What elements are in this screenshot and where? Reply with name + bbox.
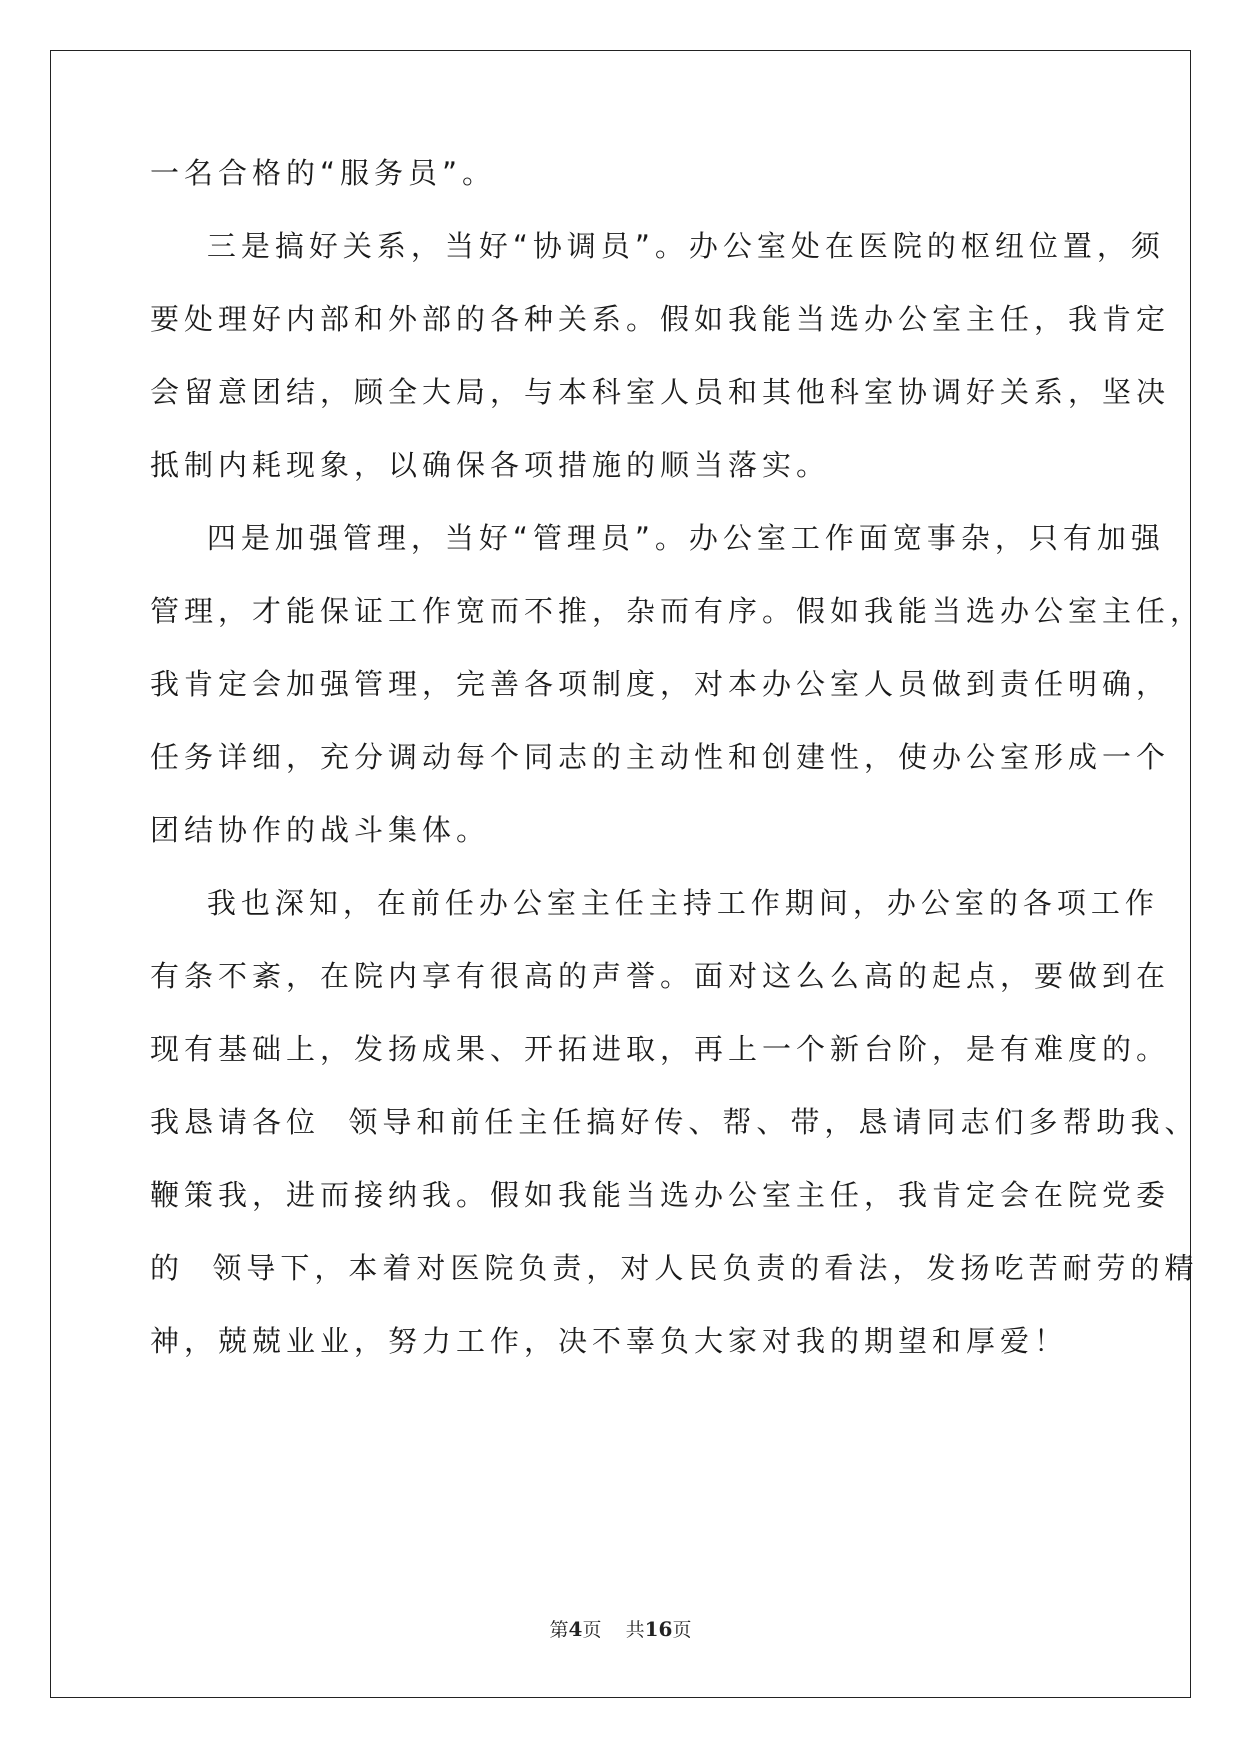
text-line: 团结协作的战斗集体。 bbox=[150, 813, 491, 847]
text-line: 我肯定会加强管理，完善各项制度，对本办公室人员做到责任明确， bbox=[150, 667, 1171, 701]
text-line: 我恳请各位 领导和前任主任搞好传、帮、带，恳请同志们多帮助我、 bbox=[150, 1105, 1199, 1139]
page-number: 4 bbox=[568, 1617, 583, 1641]
page-prefix: 第 bbox=[549, 1619, 569, 1641]
page-border bbox=[50, 50, 1191, 1698]
text-line: 我也深知，在前任办公室主任主持工作期间，办公室的各项工作 bbox=[150, 886, 1159, 920]
text-line: 有条不紊，在院内享有很高的声誉。面对这么么高的起点，要做到在 bbox=[150, 959, 1171, 993]
text-line: 抵制内耗现象，以确保各项措施的顺当落实。 bbox=[150, 448, 831, 482]
text-line: 任务详细，充分调动每个同志的主动性和创建性，使办公室形成一个 bbox=[150, 740, 1171, 774]
text-line: 会留意团结，顾全大局，与本科室人员和其他科室协调好关系，坚决 bbox=[150, 375, 1171, 409]
page-footer bbox=[0, 1615, 1241, 1642]
total-pages: 16 bbox=[644, 1617, 673, 1641]
text-line: 一名合格的“服务员”。 bbox=[150, 156, 497, 190]
text-line: 神，兢兢业业，努力工作，决不辜负大家对我的期望和厚爱！ bbox=[150, 1324, 1069, 1358]
text-line: 鞭策我，进而接纳我。假如我能当选办公室主任，我肯定会在院党委 bbox=[150, 1178, 1171, 1212]
text-line: 管理，才能保证工作宽而不推，杂而有序。假如我能当选办公室主任， bbox=[150, 594, 1205, 628]
text-line: 四是加强管理，当好“管理员”。办公室工作面宽事杂，只有加强 bbox=[150, 521, 1165, 555]
page-suffix: 页 bbox=[582, 1619, 602, 1641]
total-prefix: 共 bbox=[625, 1619, 645, 1641]
text-line: 现有基础上，发扬成果、开拓进取，再上一个新台阶，是有难度的。 bbox=[150, 1032, 1171, 1066]
total-suffix: 页 bbox=[672, 1619, 692, 1641]
text-line: 的 领导下，本着对医院负责，对人民负责的看法，发扬吃苦耐劳的精 bbox=[150, 1251, 1199, 1285]
text-line: 三是搞好关系，当好“协调员”。办公室处在医院的枢纽位置，须 bbox=[150, 229, 1165, 263]
text-line: 要处理好内部和外部的各种关系。假如我能当选办公室主任，我肯定 bbox=[150, 302, 1171, 336]
